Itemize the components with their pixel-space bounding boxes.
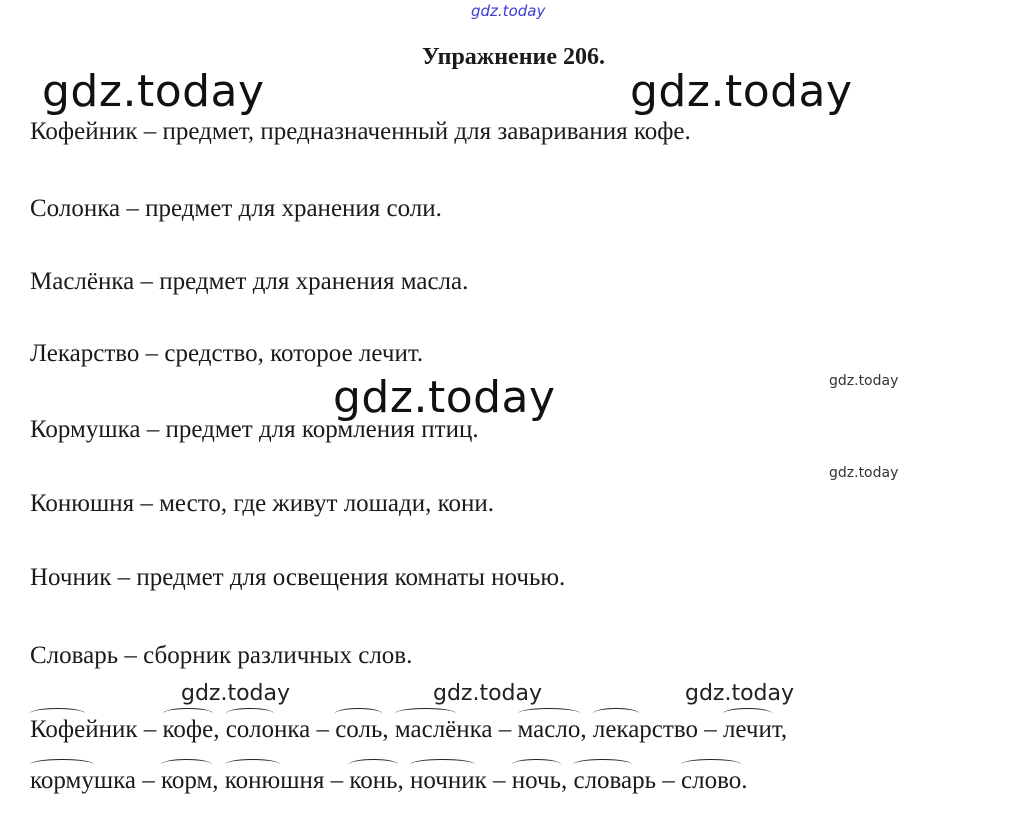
dash: – [324,767,350,794]
separator: , [213,716,226,743]
dash: – [486,767,512,794]
word-suffix: рь [632,767,657,794]
word-suffix: шня [280,767,325,794]
watermark-medium: gdz.today [181,681,291,706]
separator: , [382,716,395,743]
definition-line: Маслёнка – предмет для хранения масла. [30,268,469,295]
word-root: кофе [162,716,214,743]
dash: – [310,716,336,743]
dash: – [656,767,682,794]
dash: – [137,716,163,743]
watermark-small: gdz.today [829,373,899,389]
definition-line: Лекарство – средство, которое лечит. [30,340,424,367]
word-root: Кофе [30,716,86,743]
word-suffix: т, [771,716,788,743]
derivation-line-2 [30,767,748,795]
definition-line: Словарь – сборник различных слов. [30,642,413,669]
word-root: соло [225,716,274,743]
word-root: корму [30,767,94,794]
definition-line: Солонка – предмет для хранения соли. [30,195,442,222]
word-root: ночь [511,767,561,794]
word-suffix: шка [93,767,136,794]
watermark-large: gdz.today [333,372,556,423]
word-suffix: нка [456,716,493,743]
word-root: масло [517,716,581,743]
word-suffix: . [741,767,748,794]
watermark-medium: gdz.today [685,681,795,706]
definition-line: Конюшня – место, где живут лошади, кони. [30,490,495,517]
word-root: лека [592,716,640,743]
word-root: ночни [410,767,475,794]
exercise-title: Упражнение 206. [421,44,605,70]
watermark-top: gdz.today [471,2,546,20]
word-suffix: рство [639,716,698,743]
definition-line: Кофейник – предмет, предназначенный для заваривания кофе. [30,118,691,145]
definition-line: Ночник – предмет для освещения комнаты ночью. [30,564,566,591]
separator: , [212,767,225,794]
watermark-large: gdz.today [42,66,265,117]
word-root: корм [160,767,213,794]
separator: , [397,767,411,794]
word-suffix: йник [85,716,138,743]
dash: – [135,767,161,794]
word-root: соль [335,716,383,743]
watermark-large: gdz.today [630,66,853,117]
word-root: коню [224,767,281,794]
separator: , [560,767,574,794]
watermark-small: gdz.today [829,465,899,481]
watermark-medium: gdz.today [433,681,543,706]
dash: – [697,716,723,743]
word-root: маслё [394,716,457,743]
word-root: лечи [722,716,772,743]
word-suffix: нка [273,716,311,743]
definition-line: Кормушка – предмет для кормления птиц. [30,416,479,443]
separator: , [580,716,593,743]
derivation-line-1 [30,716,787,744]
word-root: слово [681,767,742,794]
word-root: конь [349,767,398,794]
word-suffix: к [474,767,487,794]
word-root: слова [573,767,633,794]
dash: – [492,716,518,743]
